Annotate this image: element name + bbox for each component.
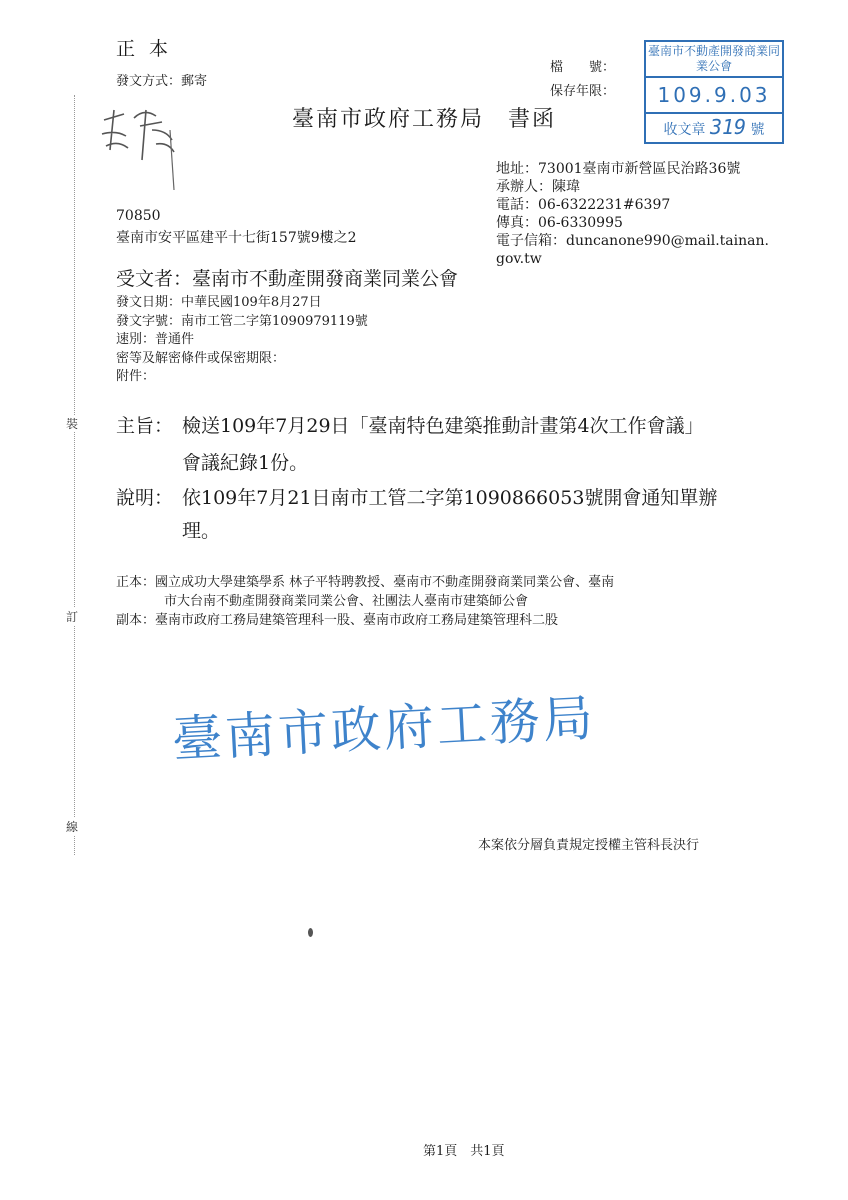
meta-security: 密等及解密條件或保密期限：	[116, 350, 286, 366]
file-no-label: 檔 號：	[550, 60, 616, 75]
handwritten-signature	[96, 100, 186, 200]
recipient-postal-code: 70850	[116, 208, 161, 224]
subject-text: 檢送109年7月29日「臺南特色建築推動計畫第4次工作會議」	[182, 415, 704, 437]
binding-mark-zhuang: 裝	[66, 417, 79, 431]
stamp-org: 臺南市不動產開發商業同業公會	[646, 42, 782, 78]
subject-label: 主旨：	[116, 415, 174, 437]
send-method: 發文方式：郵寄	[116, 74, 208, 89]
description-text: 依109年7月21日南市工管二字第1090866053號開會通知單辦	[182, 487, 718, 509]
stamp-recv-suffix: 號	[750, 122, 765, 138]
stamp-date: 109.9.03	[646, 78, 782, 114]
copy-type: 正 本	[116, 38, 173, 60]
contact-block	[496, 160, 769, 268]
agency-seal: 臺南市政府工務局	[170, 688, 598, 769]
stamp-recv-prefix: 收文章	[663, 122, 706, 138]
meta-number: 發文字號：南市工管二字第1090979119號	[116, 313, 368, 329]
contact-address: 地址：73001臺南市新營區民治路36號	[496, 161, 741, 177]
binding-line	[74, 95, 75, 855]
binding-mark-ding: 訂	[66, 610, 79, 624]
meta-block	[116, 294, 368, 387]
distribution-copy: 副本：臺南市政府工務局建築管理科一股、臺南市政府工務局建築管理科二股	[116, 613, 559, 628]
distribution-main: 正本：國立成功大學建築學系 林子平特聘教授、臺南市不動產開發商業同業公會、臺南	[116, 575, 615, 590]
distribution-main-cont: 市大台南不動產開發商業同業公會、社團法人臺南市建築師公會	[164, 594, 529, 609]
subject-text-cont: 會議紀錄1份。	[182, 452, 309, 474]
stamp-recv-number: 319	[709, 115, 747, 139]
recipient: 受文者：臺南市不動產開發商業同業公會	[116, 268, 459, 290]
description-label: 說明：	[116, 487, 174, 509]
contact-phone: 電話：06-6322231#6397	[496, 197, 671, 213]
retention-label: 保存年限：	[550, 84, 616, 99]
contact-email-cont: gov.tw	[496, 251, 542, 267]
delegation-note: 本案依分層負責規定授權主管科長決行	[478, 838, 700, 853]
meta-speed: 速別：普通件	[116, 332, 195, 347]
recipient-address: 臺南市安平區建平十七街157號9樓之2	[116, 230, 357, 246]
description-text-cont: 理。	[182, 520, 221, 542]
agency-title: 臺南市政府工務局 書函	[292, 107, 557, 132]
scan-speck	[308, 928, 313, 937]
meta-date: 發文日期：中華民國109年8月27日	[116, 295, 322, 310]
contact-handler: 承辦人：陳瑋	[496, 179, 580, 195]
contact-fax: 傳真：06-6330995	[496, 215, 623, 231]
receipt-stamp	[644, 40, 784, 144]
stamp-receipt-no	[646, 112, 782, 142]
binding-mark-xian: 線	[66, 820, 79, 834]
contact-email: 電子信箱：duncanone990@mail.tainan.	[496, 233, 769, 249]
meta-attachment: 附件：	[116, 369, 156, 384]
page-footer: 第1頁 共1頁	[423, 1144, 505, 1159]
